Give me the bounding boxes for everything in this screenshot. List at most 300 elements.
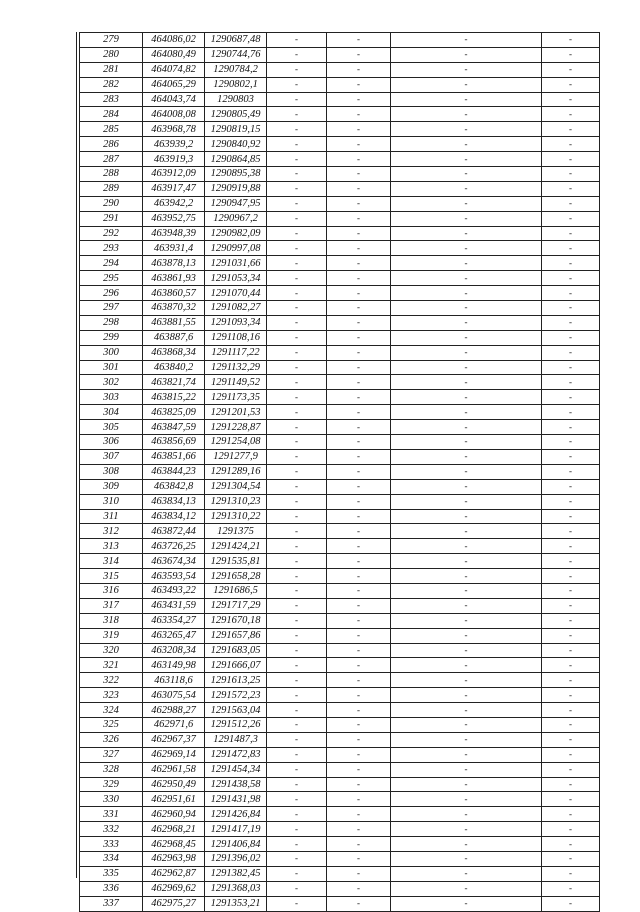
table-row [80, 62, 600, 77]
point-number-cell: 299 [80, 330, 143, 345]
table-row [80, 837, 600, 852]
column-4-cell: - [267, 122, 327, 137]
y-coordinate-cell: 1291201,53 [205, 405, 267, 420]
column-7-cell: - [542, 167, 600, 182]
column-6-cell: - [391, 673, 542, 688]
x-coordinate-cell: 463825,09 [143, 405, 205, 420]
y-coordinate-cell: 1291572,23 [205, 688, 267, 703]
table-row [80, 673, 600, 688]
column-4-cell: - [267, 539, 327, 554]
column-5-cell: - [327, 256, 391, 271]
y-coordinate-cell: 1291717,29 [205, 598, 267, 613]
table-row [80, 107, 600, 122]
y-coordinate-cell: 1290967,2 [205, 211, 267, 226]
x-coordinate-cell: 463878,13 [143, 256, 205, 271]
y-coordinate-cell: 1290982,09 [205, 226, 267, 241]
point-number-cell: 313 [80, 539, 143, 554]
column-5-cell: - [327, 196, 391, 211]
x-coordinate-cell: 463118,6 [143, 673, 205, 688]
table-row [80, 494, 600, 509]
column-4-cell: - [267, 435, 327, 450]
y-coordinate-cell: 1290895,38 [205, 167, 267, 182]
x-coordinate-cell: 463593,54 [143, 569, 205, 584]
column-4-cell: - [267, 271, 327, 286]
table-row [80, 241, 600, 256]
point-number-cell: 302 [80, 375, 143, 390]
table-row [80, 703, 600, 718]
point-number-cell: 281 [80, 62, 143, 77]
table-row [80, 464, 600, 479]
point-number-cell: 292 [80, 226, 143, 241]
column-7-cell: - [542, 33, 600, 48]
column-5-cell: - [327, 107, 391, 122]
table-row [80, 792, 600, 807]
column-5-cell: - [327, 554, 391, 569]
x-coordinate-cell: 463861,93 [143, 271, 205, 286]
column-4-cell: - [267, 345, 327, 360]
point-number-cell: 309 [80, 479, 143, 494]
column-5-cell: - [327, 747, 391, 762]
column-7-cell: - [542, 196, 600, 211]
column-6-cell: - [391, 837, 542, 852]
x-coordinate-cell: 464065,29 [143, 77, 205, 92]
column-4-cell: - [267, 315, 327, 330]
column-7-cell: - [542, 569, 600, 584]
column-7-cell: - [542, 405, 600, 420]
column-4-cell: - [267, 62, 327, 77]
column-5-cell: - [327, 851, 391, 866]
column-5-cell: - [327, 62, 391, 77]
column-6-cell: - [391, 613, 542, 628]
column-7-cell: - [542, 301, 600, 316]
x-coordinate-cell: 463844,23 [143, 464, 205, 479]
column-5-cell: - [327, 167, 391, 182]
column-4-cell: - [267, 226, 327, 241]
y-coordinate-cell: 1291310,22 [205, 509, 267, 524]
column-7-cell: - [542, 494, 600, 509]
x-coordinate-cell: 463948,39 [143, 226, 205, 241]
column-6-cell: - [391, 226, 542, 241]
x-coordinate-cell: 463149,98 [143, 658, 205, 673]
point-number-cell: 285 [80, 122, 143, 137]
table-row [80, 211, 600, 226]
column-5-cell: - [327, 643, 391, 658]
column-7-cell: - [542, 107, 600, 122]
column-4-cell: - [267, 301, 327, 316]
column-5-cell: - [327, 807, 391, 822]
x-coordinate-cell: 463952,75 [143, 211, 205, 226]
column-6-cell: - [391, 762, 542, 777]
point-number-cell: 290 [80, 196, 143, 211]
column-7-cell: - [542, 375, 600, 390]
column-7-cell: - [542, 315, 600, 330]
x-coordinate-cell: 462967,37 [143, 732, 205, 747]
point-number-cell: 297 [80, 301, 143, 316]
table-row [80, 330, 600, 345]
column-6-cell: - [391, 896, 542, 911]
y-coordinate-cell: 1291487,3 [205, 732, 267, 747]
column-5-cell: - [327, 122, 391, 137]
column-7-cell: - [542, 122, 600, 137]
table-row [80, 286, 600, 301]
column-4-cell: - [267, 92, 327, 107]
x-coordinate-cell: 464043,74 [143, 92, 205, 107]
point-number-cell: 329 [80, 777, 143, 792]
column-6-cell: - [391, 107, 542, 122]
column-5-cell: - [327, 479, 391, 494]
point-number-cell: 303 [80, 390, 143, 405]
column-7-cell: - [542, 330, 600, 345]
column-6-cell: - [391, 703, 542, 718]
column-7-cell: - [542, 47, 600, 62]
column-5-cell: - [327, 390, 391, 405]
column-7-cell: - [542, 390, 600, 405]
point-number-cell: 321 [80, 658, 143, 673]
column-4-cell: - [267, 703, 327, 718]
y-coordinate-cell: 1291438,58 [205, 777, 267, 792]
table-row [80, 643, 600, 658]
column-4-cell: - [267, 47, 327, 62]
x-coordinate-cell: 463881,55 [143, 315, 205, 330]
column-7-cell: - [542, 420, 600, 435]
column-5-cell: - [327, 405, 391, 420]
column-5-cell: - [327, 688, 391, 703]
point-number-cell: 286 [80, 137, 143, 152]
column-4-cell: - [267, 330, 327, 345]
point-number-cell: 334 [80, 851, 143, 866]
column-7-cell: - [542, 286, 600, 301]
column-5-cell: - [327, 226, 391, 241]
column-4-cell: - [267, 211, 327, 226]
y-coordinate-cell: 1290840,92 [205, 137, 267, 152]
y-coordinate-cell: 1291382,45 [205, 866, 267, 881]
x-coordinate-cell: 463354,27 [143, 613, 205, 628]
column-7-cell: - [542, 479, 600, 494]
y-coordinate-cell: 1291368,03 [205, 881, 267, 896]
x-coordinate-cell: 463939,2 [143, 137, 205, 152]
column-5-cell: - [327, 583, 391, 598]
y-coordinate-cell: 1290784,2 [205, 62, 267, 77]
column-5-cell: - [327, 286, 391, 301]
column-6-cell: - [391, 732, 542, 747]
column-5-cell: - [327, 628, 391, 643]
column-4-cell: - [267, 390, 327, 405]
x-coordinate-cell: 463968,78 [143, 122, 205, 137]
column-4-cell: - [267, 792, 327, 807]
table-row [80, 569, 600, 584]
column-5-cell: - [327, 330, 391, 345]
x-coordinate-cell: 463868,34 [143, 345, 205, 360]
column-5-cell: - [327, 732, 391, 747]
x-coordinate-cell: 462950,49 [143, 777, 205, 792]
column-5-cell: - [327, 360, 391, 375]
column-4-cell: - [267, 822, 327, 837]
x-coordinate-cell: 462963,98 [143, 851, 205, 866]
column-6-cell: - [391, 33, 542, 48]
column-6-cell: - [391, 851, 542, 866]
column-5-cell: - [327, 271, 391, 286]
y-coordinate-cell: 1291082,27 [205, 301, 267, 316]
column-6-cell: - [391, 47, 542, 62]
y-coordinate-cell: 1291108,16 [205, 330, 267, 345]
column-7-cell: - [542, 613, 600, 628]
point-number-cell: 282 [80, 77, 143, 92]
column-7-cell: - [542, 807, 600, 822]
table-row [80, 420, 600, 435]
column-5-cell: - [327, 703, 391, 718]
table-row [80, 524, 600, 539]
table-row [80, 77, 600, 92]
table-row [80, 137, 600, 152]
x-coordinate-cell: 463942,2 [143, 196, 205, 211]
y-coordinate-cell: 1290864,85 [205, 152, 267, 167]
column-6-cell: - [391, 479, 542, 494]
y-coordinate-cell: 1291289,16 [205, 464, 267, 479]
column-7-cell: - [542, 137, 600, 152]
column-4-cell: - [267, 896, 327, 911]
point-number-cell: 291 [80, 211, 143, 226]
column-7-cell: - [542, 688, 600, 703]
x-coordinate-cell: 462968,45 [143, 837, 205, 852]
column-6-cell: - [391, 777, 542, 792]
x-coordinate-cell: 462960,94 [143, 807, 205, 822]
column-6-cell: - [391, 271, 542, 286]
point-number-cell: 283 [80, 92, 143, 107]
point-number-cell: 316 [80, 583, 143, 598]
table-row [80, 256, 600, 271]
column-4-cell: - [267, 449, 327, 464]
column-4-cell: - [267, 509, 327, 524]
point-number-cell: 284 [80, 107, 143, 122]
column-7-cell: - [542, 598, 600, 613]
column-5-cell: - [327, 896, 391, 911]
table-row [80, 762, 600, 777]
column-4-cell: - [267, 717, 327, 732]
x-coordinate-cell: 462962,87 [143, 866, 205, 881]
table-row [80, 613, 600, 628]
table-row [80, 301, 600, 316]
column-5-cell: - [327, 613, 391, 628]
column-5-cell: - [327, 92, 391, 107]
column-6-cell: - [391, 77, 542, 92]
table-row [80, 822, 600, 837]
y-coordinate-cell: 1291431,98 [205, 792, 267, 807]
x-coordinate-cell: 464074,82 [143, 62, 205, 77]
x-coordinate-cell: 463075,54 [143, 688, 205, 703]
x-coordinate-cell: 463917,47 [143, 181, 205, 196]
column-7-cell: - [542, 62, 600, 77]
coordinates-table [79, 32, 600, 912]
x-coordinate-cell: 463872,44 [143, 524, 205, 539]
table-row [80, 747, 600, 762]
table-row [80, 92, 600, 107]
y-coordinate-cell: 1291173,35 [205, 390, 267, 405]
column-4-cell: - [267, 598, 327, 613]
y-coordinate-cell: 1291424,21 [205, 539, 267, 554]
table-row [80, 405, 600, 420]
column-5-cell: - [327, 673, 391, 688]
x-coordinate-cell: 462988,27 [143, 703, 205, 718]
column-6-cell: - [391, 688, 542, 703]
column-5-cell: - [327, 837, 391, 852]
x-coordinate-cell: 463851,66 [143, 449, 205, 464]
column-5-cell: - [327, 152, 391, 167]
point-number-cell: 289 [80, 181, 143, 196]
table-row [80, 598, 600, 613]
column-6-cell: - [391, 598, 542, 613]
y-coordinate-cell: 1291277,9 [205, 449, 267, 464]
column-5-cell: - [327, 181, 391, 196]
x-coordinate-cell: 463847,59 [143, 420, 205, 435]
y-coordinate-cell: 1290744,76 [205, 47, 267, 62]
y-coordinate-cell: 1291657,86 [205, 628, 267, 643]
point-number-cell: 298 [80, 315, 143, 330]
column-7-cell: - [542, 464, 600, 479]
column-7-cell: - [542, 360, 600, 375]
x-coordinate-cell: 463860,57 [143, 286, 205, 301]
column-6-cell: - [391, 583, 542, 598]
table-row [80, 628, 600, 643]
x-coordinate-cell: 464080,49 [143, 47, 205, 62]
column-4-cell: - [267, 658, 327, 673]
column-6-cell: - [391, 315, 542, 330]
table-body [80, 33, 600, 912]
column-4-cell: - [267, 524, 327, 539]
column-4-cell: - [267, 167, 327, 182]
x-coordinate-cell: 463834,12 [143, 509, 205, 524]
table-row [80, 196, 600, 211]
y-coordinate-cell: 1291512,26 [205, 717, 267, 732]
point-number-cell: 294 [80, 256, 143, 271]
column-6-cell: - [391, 62, 542, 77]
column-6-cell: - [391, 181, 542, 196]
column-6-cell: - [391, 301, 542, 316]
x-coordinate-cell: 463887,6 [143, 330, 205, 345]
point-number-cell: 279 [80, 33, 143, 48]
point-number-cell: 304 [80, 405, 143, 420]
table-row [80, 181, 600, 196]
point-number-cell: 315 [80, 569, 143, 584]
column-7-cell: - [542, 524, 600, 539]
y-coordinate-cell: 1291426,84 [205, 807, 267, 822]
column-6-cell: - [391, 554, 542, 569]
table-row [80, 33, 600, 48]
y-coordinate-cell: 1291031,66 [205, 256, 267, 271]
y-coordinate-cell: 1291375 [205, 524, 267, 539]
column-6-cell: - [391, 420, 542, 435]
column-4-cell: - [267, 494, 327, 509]
column-7-cell: - [542, 271, 600, 286]
column-4-cell: - [267, 643, 327, 658]
column-6-cell: - [391, 241, 542, 256]
column-5-cell: - [327, 33, 391, 48]
column-5-cell: - [327, 420, 391, 435]
y-coordinate-cell: 1291093,34 [205, 315, 267, 330]
table-row [80, 152, 600, 167]
column-7-cell: - [542, 345, 600, 360]
column-7-cell: - [542, 226, 600, 241]
column-6-cell: - [391, 747, 542, 762]
column-6-cell: - [391, 330, 542, 345]
y-coordinate-cell: 1291396,02 [205, 851, 267, 866]
column-5-cell: - [327, 658, 391, 673]
x-coordinate-cell: 463834,13 [143, 494, 205, 509]
table-row [80, 167, 600, 182]
point-number-cell: 320 [80, 643, 143, 658]
column-4-cell: - [267, 479, 327, 494]
column-7-cell: - [542, 435, 600, 450]
x-coordinate-cell: 462961,58 [143, 762, 205, 777]
x-coordinate-cell: 462969,62 [143, 881, 205, 896]
column-5-cell: - [327, 137, 391, 152]
x-coordinate-cell: 463674,34 [143, 554, 205, 569]
column-5-cell: - [327, 375, 391, 390]
y-coordinate-cell: 1291454,34 [205, 762, 267, 777]
column-5-cell: - [327, 301, 391, 316]
column-4-cell: - [267, 554, 327, 569]
column-7-cell: - [542, 92, 600, 107]
table-row [80, 509, 600, 524]
column-5-cell: - [327, 77, 391, 92]
column-7-cell: - [542, 881, 600, 896]
y-coordinate-cell: 1290803 [205, 92, 267, 107]
column-7-cell: - [542, 777, 600, 792]
column-4-cell: - [267, 777, 327, 792]
column-5-cell: - [327, 569, 391, 584]
column-7-cell: - [542, 866, 600, 881]
column-6-cell: - [391, 569, 542, 584]
column-4-cell: - [267, 137, 327, 152]
point-number-cell: 314 [80, 554, 143, 569]
column-4-cell: - [267, 851, 327, 866]
table-row [80, 732, 600, 747]
y-coordinate-cell: 1290997,08 [205, 241, 267, 256]
column-6-cell: - [391, 256, 542, 271]
column-4-cell: - [267, 464, 327, 479]
table-row [80, 688, 600, 703]
column-7-cell: - [542, 643, 600, 658]
y-coordinate-cell: 1290687,48 [205, 33, 267, 48]
column-4-cell: - [267, 33, 327, 48]
column-6-cell: - [391, 807, 542, 822]
table-row [80, 866, 600, 881]
column-4-cell: - [267, 181, 327, 196]
column-5-cell: - [327, 866, 391, 881]
point-number-cell: 301 [80, 360, 143, 375]
table-row [80, 807, 600, 822]
column-7-cell: - [542, 583, 600, 598]
x-coordinate-cell: 464008,08 [143, 107, 205, 122]
column-5-cell: - [327, 435, 391, 450]
column-6-cell: - [391, 881, 542, 896]
column-4-cell: - [267, 747, 327, 762]
column-7-cell: - [542, 181, 600, 196]
column-4-cell: - [267, 762, 327, 777]
column-7-cell: - [542, 628, 600, 643]
column-5-cell: - [327, 211, 391, 226]
y-coordinate-cell: 1291117,22 [205, 345, 267, 360]
table-row [80, 554, 600, 569]
column-6-cell: - [391, 539, 542, 554]
y-coordinate-cell: 1291149,52 [205, 375, 267, 390]
column-4-cell: - [267, 256, 327, 271]
column-7-cell: - [542, 732, 600, 747]
column-6-cell: - [391, 92, 542, 107]
x-coordinate-cell: 463431,59 [143, 598, 205, 613]
y-coordinate-cell: 1291132,29 [205, 360, 267, 375]
left-margin-rule [76, 32, 77, 878]
column-6-cell: - [391, 509, 542, 524]
